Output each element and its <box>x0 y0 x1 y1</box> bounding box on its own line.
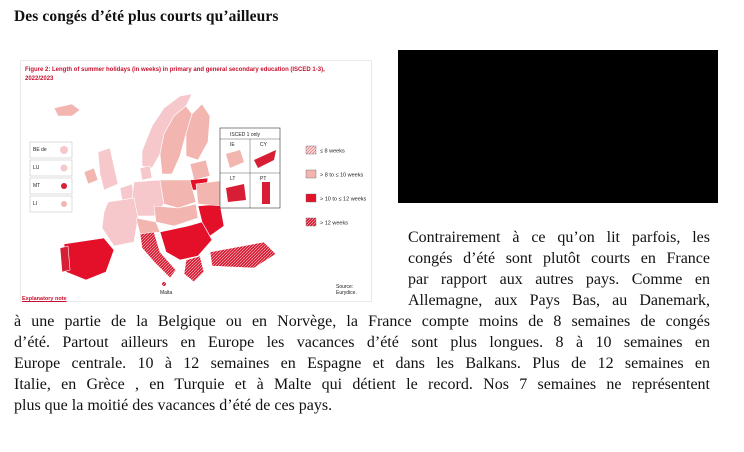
figure-source: Source: Eurydice. <box>336 284 357 296</box>
isced-label: CY <box>260 142 267 148</box>
small-countries-insets <box>30 142 72 212</box>
ireland-shape <box>84 168 98 184</box>
figure-title-line-2: 2022/2023 <box>25 76 54 82</box>
isced-label: LT <box>230 176 236 182</box>
figure-title-line-1: Figure 2: Length of summer holidays (in weeks) in primary and general secondary education (ISCED 1-3), <box>25 67 325 73</box>
legend-label: > 10 to ≤ 12 weeks <box>320 196 367 203</box>
explanatory-note-link[interactable]: Explanatory note <box>22 296 67 302</box>
poland-shape <box>160 180 196 208</box>
body-line: congés d’été sont plutôt courts en France <box>408 250 710 267</box>
legend-swatch <box>306 146 316 154</box>
legend-swatch <box>306 218 316 226</box>
europe-map <box>14 56 372 306</box>
legend-label: > 12 weeks <box>320 220 348 227</box>
denmark-shape <box>140 166 152 180</box>
malta-label: Malta <box>160 290 173 296</box>
isced-label: PT <box>260 176 267 182</box>
body-line: plus que la moitié des vacances d’été de ces pays. <box>14 397 333 414</box>
malta-shape <box>162 282 166 286</box>
body-line: Europe centrale. 10 à 12 semaines en Espagne et dans les Balkans. Plus de 12 semaines en <box>14 355 710 372</box>
small-country-label: BE de <box>33 147 47 153</box>
iberia-shape <box>64 238 114 280</box>
legend <box>306 146 367 227</box>
body-line: Italie, en Grèce , en Turquie et à Malte qui détient le record. Nos 7 semaines ne représentent <box>14 376 710 393</box>
legend-swatch <box>306 194 316 202</box>
body-line: Contrairement à ce qu’on lit parfois, les <box>408 229 710 246</box>
isced-label: IE <box>230 142 235 148</box>
isced-inset <box>220 128 280 208</box>
redacted-image-block <box>398 50 718 203</box>
body-line: Allemagne, aux Pays Bas, au Danemark, <box>408 292 710 309</box>
small-country-label: MT <box>33 183 41 189</box>
greece-shape <box>184 256 204 282</box>
body-line: par rapport aux autres pays. Comme en <box>408 271 710 288</box>
turkey-shape <box>210 242 276 268</box>
body-line: d’été. Partout ailleurs en Europe les vacances d’été sont plus longues. 8 à 10 semaines en <box>14 334 710 351</box>
uk-shape <box>98 148 118 190</box>
balkans-shape <box>160 222 212 260</box>
portugal-shape <box>60 246 70 272</box>
legend-label: > 8 to ≤ 10 weeks <box>320 172 364 179</box>
portugal-inset-shape <box>262 182 270 204</box>
iceland-shape <box>54 104 80 116</box>
france-shape <box>102 198 138 246</box>
baltics-shape <box>190 160 210 180</box>
small-country-label: LI <box>33 201 38 207</box>
body-line: à une partie de la Belgique ou en Norvège, la France compte moins de 8 semaines de congés <box>14 313 710 330</box>
summer-holiday-map-figure <box>14 56 372 306</box>
small-country-label: LU <box>33 165 40 171</box>
legend-label: ≤ 8 weeks <box>320 148 345 155</box>
isced-header: ISCED 1 only <box>230 132 261 138</box>
legend-swatch <box>306 170 316 178</box>
article-heading: Des congés d’été plus courts qu’ailleurs <box>14 8 279 25</box>
